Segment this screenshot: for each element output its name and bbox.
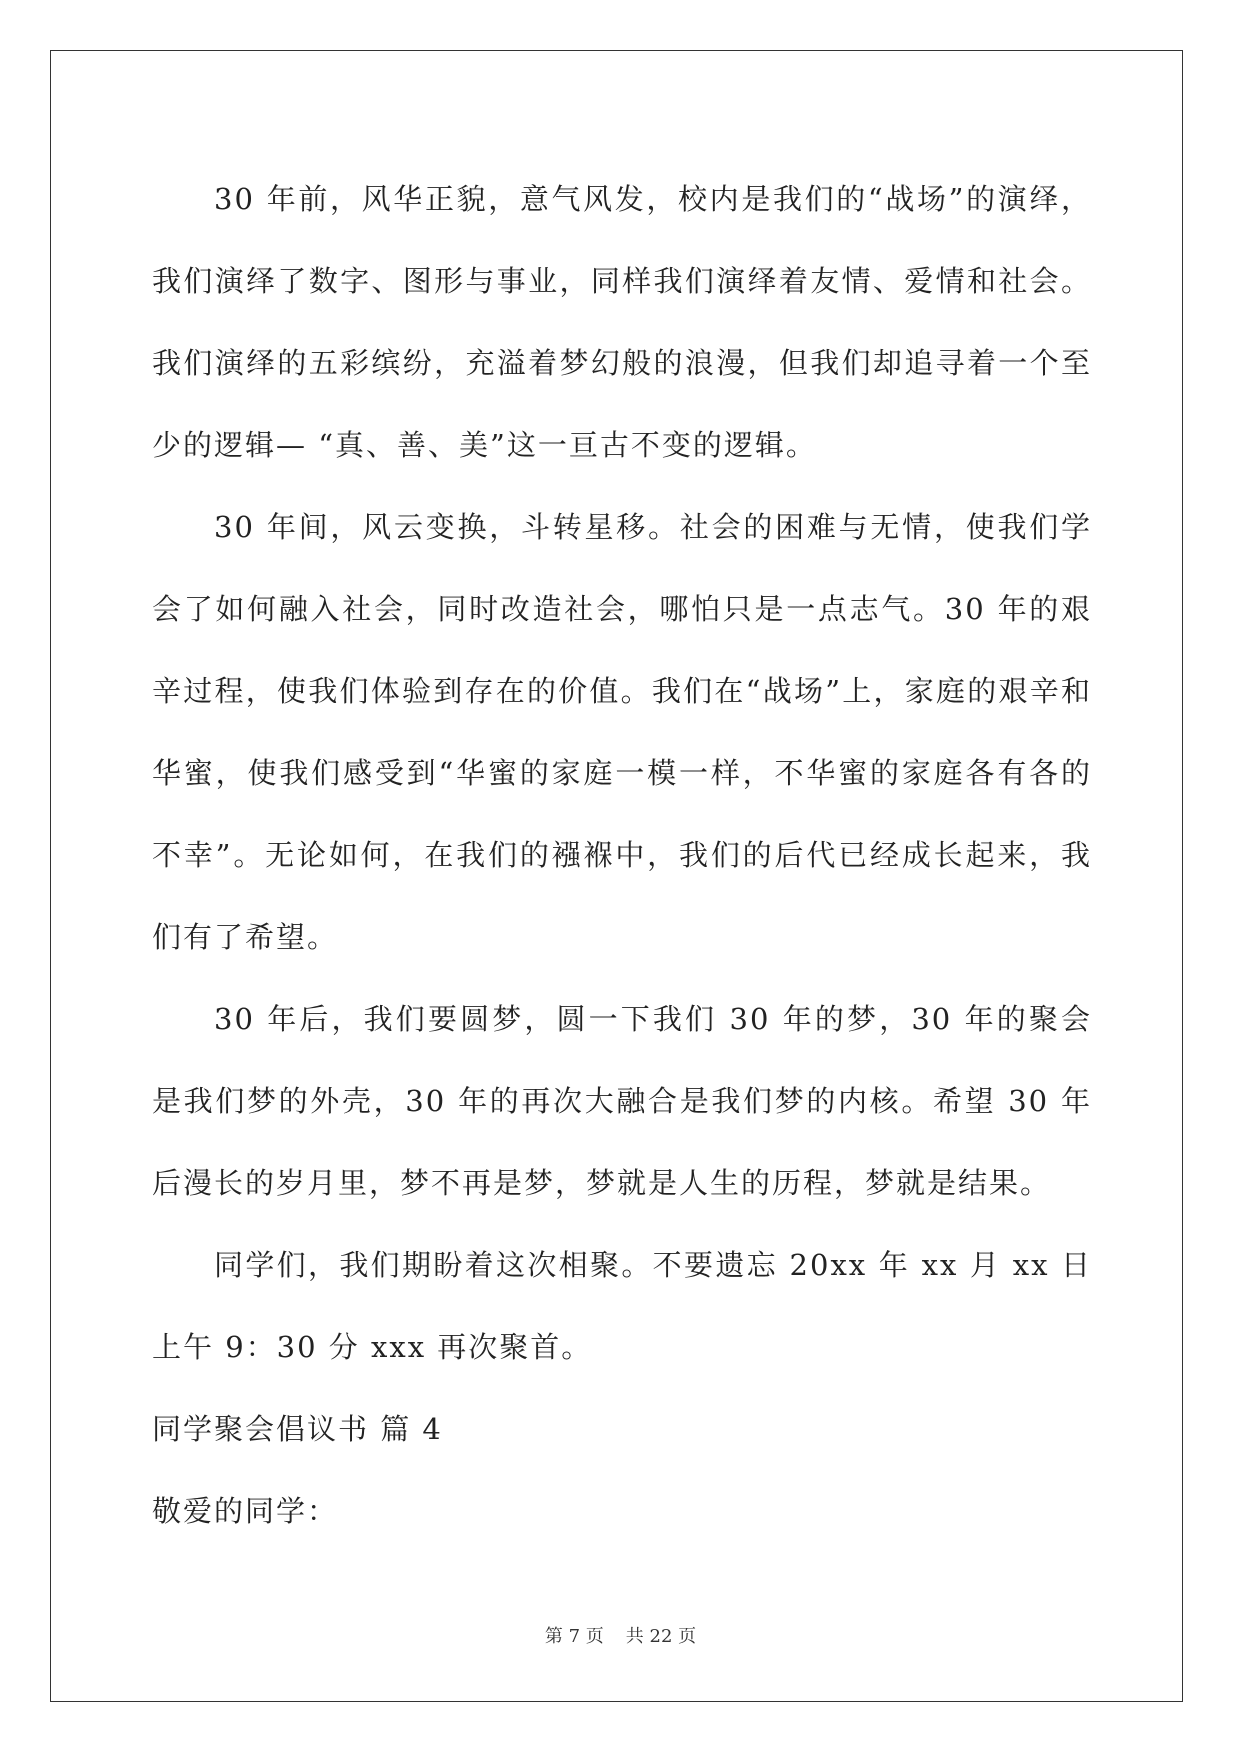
salutation: 敬爱的同学： [152, 1494, 339, 1528]
paragraph-4: 同学们，我们期盼着这次相聚。不要遗忘 20xx 年 xx 月 xx 日上午 9：30 分 xxx 再次聚首。 [152, 1248, 1092, 1364]
page-total: 共 22 页 [625, 1626, 697, 1647]
paragraph-1: 30 年前，风华正貌，意气风发，校内是我们的“战场”的演绎，我们演绎了数字、图形与事业，同样我们演绎着友情、爱情和社会。我们演绎的五彩缤纷，充溢着梦幻般的浪漫，但我们却追寻着一个至少的逻辑— “真、善、美”这一亘古不变的逻辑。 [152, 182, 1092, 462]
page-footer [0, 1622, 1241, 1648]
page-number: 第 7 页 [544, 1626, 604, 1647]
paragraph-2: 30 年间，风云变换，斗转星移。社会的困难与无情，使我们学会了如何融入社会，同时改造社会，哪怕只是一点志气。30 年的艰辛过程，使我们体验到存在的价值。我们在“战场”上，家庭的艰辛和华蜜，使我们感受到“华蜜的家庭一模一样，不华蜜的家庭各有各的不幸”。无论如何，在我们的襁褓中，我们的后代已经成长起来，我们有了希望。 [152, 510, 1092, 954]
section-title: 同学聚会倡议书 篇 4 [152, 1412, 443, 1446]
document-body [152, 158, 1092, 1552]
paragraph-3: 30 年后，我们要圆梦，圆一下我们 30 年的梦，30 年的聚会是我们梦的外壳，30 年的再次大融合是我们梦的内核。希望 30 年后漫长的岁月里，梦不再是梦，梦就是人生的历程，梦就是结果。 [152, 1002, 1092, 1200]
